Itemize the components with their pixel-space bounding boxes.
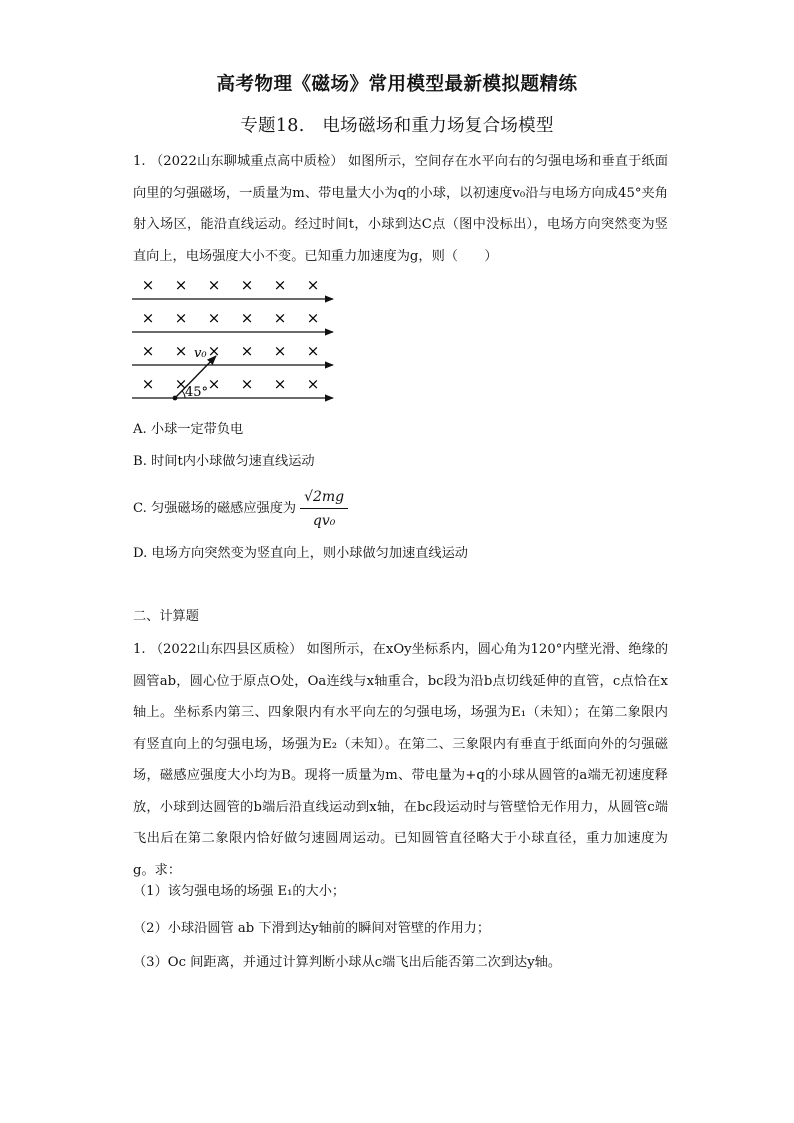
cross-mark: × [207,276,221,294]
cross-mark: × [174,276,188,294]
cross-mark: × [306,276,320,294]
section-heading: 二、计算题 [133,609,199,624]
cross-mark: × [240,309,254,327]
cross-mark: × [240,342,254,360]
question-2-number: 1. [133,642,146,657]
cross-mark: × [174,342,188,360]
cross-mark: × [141,342,155,360]
cross-mark: × [141,375,155,393]
cross-mark: × [141,309,155,327]
cross-mark: × [273,375,287,393]
option-d: D. 电场方向突然变为竖直向上，则小球做匀加速直线运动 [133,546,468,561]
option-c-label: C. 匀强磁场的磁感应强度为 [133,501,297,516]
cross-mark: × [240,276,254,294]
cross-mark: × [207,375,221,393]
cross-mark: × [207,309,221,327]
document-title: 高考物理《磁场》常用模型最新模拟题精练 [216,74,578,95]
sub-question-3: （3）Oc 间距离，并通过计算判断小球从c端飞出后能否第二次到达y轴。 [133,955,562,970]
electric-field-lines [132,299,333,398]
cross-mark: × [273,276,287,294]
fraction-denominator: qv₀ [312,513,336,529]
sub-question-2: （2）小球沿圆管 ab 下滑到达y轴前的瞬间对管壁的作用力； [133,921,491,936]
field-diagram [128,272,343,407]
question-1-text [133,146,668,272]
cross-mark: × [306,309,320,327]
velocity-label: v₀ [194,346,207,361]
question-1-number: 1. [133,154,146,169]
angle-label: 45° [185,385,209,400]
fraction-numerator: √2mg [300,487,348,509]
cross-mark: × [207,342,221,360]
cross-mark: × [174,309,188,327]
cross-mark: × [174,375,188,393]
sub-question-1: （1）该匀强电场的场强 E₁的大小； [133,884,346,899]
cross-mark: × [273,309,287,327]
question-2-text [133,634,668,886]
question-2-body: 如图所示，在xOy坐标系内，圆心角为120°内壁光滑、绝缘的圆管ab，圆心位于原点O处，Oa连线与x轴重合，bc段为沿b点切线延伸的直管，c点恰在x轴上。坐标系内第三、四象限内有水平向左的匀强电场，场强为E₁（未知）；在第二象限内有竖直向上的匀强电场，场强为E₂（未知）。在第二、三象限内有垂直于纸面向外的匀强磁场，磁感应强度大小均为B。现将一质量为m、带电量为+q的小球从圆管的a端无初速度释放，小球到达圆管的b端后沿直线运动到x轴，在bc段运动时与管壁恰无作用力，从圆管c端飞出后在第二象限内恰好做匀速圆周运动。已知圆管直径略大于小球直径，重力加速度为g。求： [133,642,669,878]
document-subtitle: 专题18. 电场磁场和重力场复合场模型 [240,116,554,136]
cross-mark: × [273,342,287,360]
option-a: A. 小球一定带负电 [133,422,244,437]
cross-mark: × [240,375,254,393]
option-c-fraction [300,487,348,531]
ball-dot [173,396,178,401]
question-1-body: 如图所示，空间存在水平向右的匀强电场和垂直于纸面向里的匀强磁场，一质量为m、带电量大小为q的小球，以初速度v₀沿与电场方向成45°夹角射入场区，能沿直线运动。经过时间t，小球到达C点（图中没标出），电场方向突然变为竖直向上，电场强度大小不变。已知重力加速度为g，则（ ） [133,154,668,264]
option-b: B. 时间t内小球做匀速直线运动 [133,454,315,469]
question-2-source: （2022山东四县区质检） [149,642,303,657]
cross-mark: × [306,342,320,360]
option-c [133,489,348,529]
cross-mark: × [306,375,320,393]
cross-mark: × [141,276,155,294]
question-1-source: （2022山东聊城重点高中质检） [149,154,344,169]
magnetic-field-crosses [142,276,320,393]
